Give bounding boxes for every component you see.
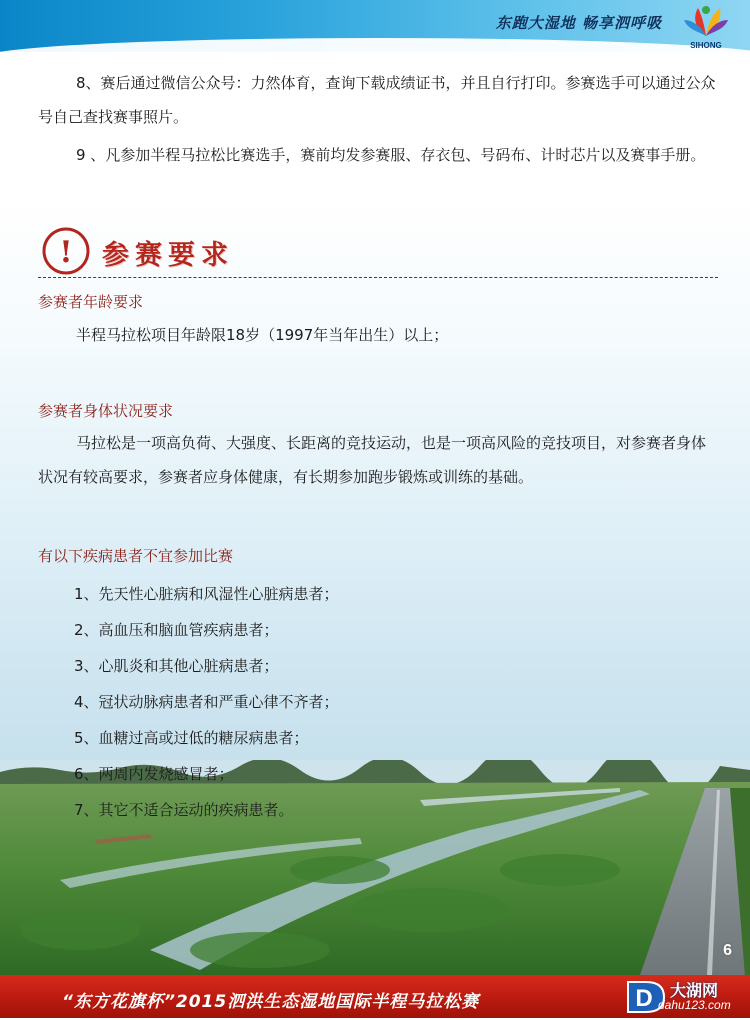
notice-paragraph-9: 9 、凡参加半程马拉松比赛选手，赛前均发参赛服、存衣包、号码布、计时芯片以及赛事手册。	[76, 146, 706, 164]
disease-list-heading: 有以下疾病患者不宜参加比赛	[38, 547, 234, 565]
footer-event-title: “东方花旗杯”2015泗洪生态湿地国际半程马拉松赛	[62, 992, 480, 1012]
sihong-logo-icon	[678, 2, 734, 50]
page-header	[0, 0, 750, 52]
disease-list-item: 6、两周内发烧感冒者；	[74, 765, 234, 783]
watermark-url: dahu123.com	[658, 998, 731, 1012]
dahu-logo-letter: D	[635, 985, 653, 1012]
header-swoosh	[0, 38, 750, 52]
health-requirement-heading: 参赛者身体状况要求	[38, 402, 174, 420]
header-slogan: 东跑大湿地 畅享泗呼吸	[495, 14, 662, 32]
watermark-name: 大湖网	[670, 981, 719, 1000]
logo-text: SIHONG	[690, 41, 722, 50]
exclamation-circle-icon	[40, 225, 92, 277]
notice-paragraph-8: 8、赛后通过微信公众号：力然体育，查询下载成绩证书，并且自行打印。参赛选手可以通过公众号自己查找赛事照片。	[38, 74, 716, 126]
section-heading	[38, 223, 718, 279]
page-number: 6	[723, 942, 732, 959]
section-title: 参赛要求	[102, 240, 234, 271]
section-divider	[38, 277, 718, 278]
age-requirement-text: 半程马拉松项目年龄限18岁（1997年当年出生）以上；	[76, 326, 449, 344]
disease-list-item: 7、其它不适合运动的疾病患者。	[74, 801, 294, 819]
disease-list-item: 1、先天性心脏病和风湿性心脏病患者；	[74, 585, 339, 603]
disease-list-item: 4、冠状动脉病患者和严重心律不齐者；	[74, 693, 339, 711]
health-requirement-text: 马拉松是一项高负荷、大强度、长距离的竞技运动，也是一项高风险的竞技项目，对参赛者身体状况有较高要求，参赛者应身体健康，有长期参加跑步锻炼或训练的基础。	[38, 434, 707, 486]
disease-list-item: 2、高血压和脑血管疾病患者；	[74, 621, 279, 639]
exclamation-glyph: !	[59, 235, 73, 270]
wetland-landscape-image	[0, 760, 750, 975]
age-requirement-heading: 参赛者年龄要求	[38, 293, 144, 311]
disease-list-item: 5、血糖过高或过低的糖尿病患者；	[74, 729, 309, 747]
dahu-watermark	[624, 978, 744, 1016]
disease-list-item: 3、心肌炎和其他心脏病患者；	[74, 657, 279, 675]
